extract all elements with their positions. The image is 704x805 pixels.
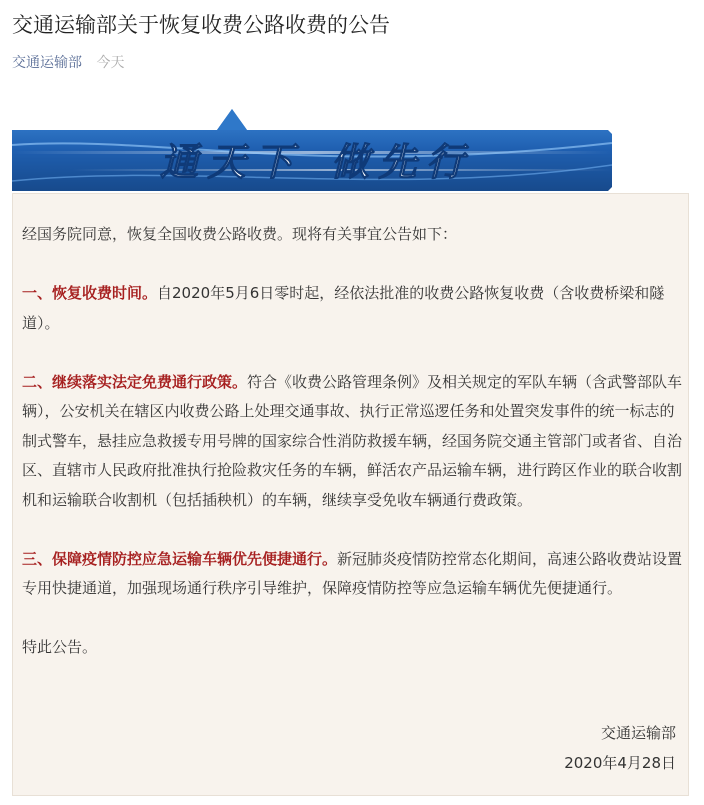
- banner-arrow: [217, 109, 247, 130]
- item-2-text: 符合《收费公路管理条例》及相关规定的军队车辆（含武警部队车辆），公安机关在辖区内收费公路上处理交通事故、执行正常巡逻任务和处置突发事件的统一标志的制式警车，悬挂应急救援专用号牌的国家综合性消防救援车辆，经国务院交通主管部门或者省、自治区、直辖市人民政府批准执行抢险救灾任务的车辆，鲜活农产品运输车辆，进行跨区作业的联合收割机和运输联合收割机（包括插秧机）的车辆，继续享受免收车辆通行费政策。: [22, 372, 683, 509]
- publish-date: 今天: [96, 55, 125, 71]
- author-link[interactable]: 交通运输部: [12, 55, 82, 71]
- item-3-title: 三、保障疫情防控应急运输车辆优先便捷通行。: [22, 549, 338, 568]
- signature-org: 交通运输部: [600, 724, 676, 742]
- item-3-text: 新冠肺炎疫情防控常态化期间，高速公路收费站设置专用快捷通道，加强现场通行秩序引导维护，保障疫情防控等应急运输车辆优先便捷通行。: [22, 549, 683, 597]
- slogan-banner: [12, 105, 612, 191]
- item-3: [22, 545, 684, 604]
- article-body: [22, 220, 684, 663]
- signature-date: 2020年4月28日: [564, 754, 676, 772]
- article-meta: [12, 52, 124, 74]
- item-2: [22, 368, 684, 516]
- article-title: 交通运输部关于恢复收费公路收费的公告: [12, 13, 390, 37]
- closing-paragraph: 特此公告。: [22, 638, 98, 656]
- item-1-title: 一、恢复收费时间。: [22, 284, 158, 302]
- banner-slogan: 通 天 下 做 先 行: [159, 142, 465, 184]
- item-1-text: 自2020年5月6日零时起，经依法批准的收费公路恢复收费（含收费桥梁和隧道）。: [22, 284, 665, 332]
- signature-block: [564, 718, 676, 778]
- intro-paragraph: 经国务院同意，恢复全国收费公路收费。现将有关事宜公告如下：: [22, 225, 458, 243]
- banner-graphic: [12, 105, 612, 191]
- item-1: [22, 279, 684, 338]
- item-2-title: 二、继续落实法定免费通行政策。: [22, 372, 248, 391]
